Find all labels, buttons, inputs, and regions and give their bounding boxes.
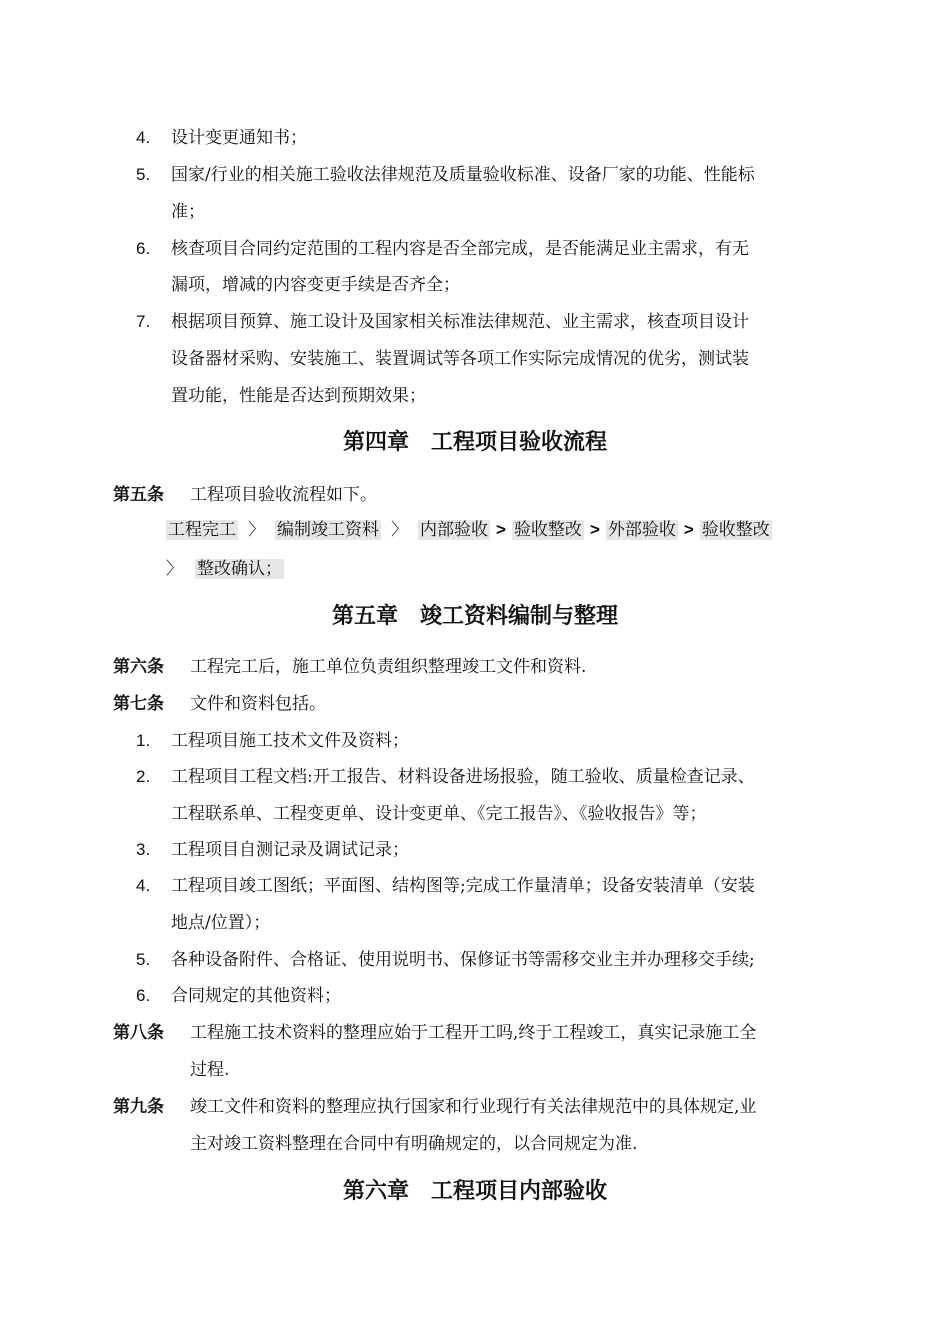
list-item-continuation: 准；: [171, 202, 205, 222]
list-item-continuation: 置功能，性能是否达到预期效果；: [171, 386, 426, 406]
article-label: 第七条: [113, 694, 164, 714]
article-text-continuation: 主对竣工资料整理在合同中有明确规定的，以合同规定为准.: [190, 1134, 638, 1154]
article-label: 第六条: [113, 657, 164, 677]
process-flow: [166, 518, 772, 542]
flow-step: 编制竣工资料: [277, 520, 379, 540]
flow-separator: >: [683, 520, 694, 539]
list-item: 工程项目竣工图纸；平面图、结构图等;完成工作量清单；设备安装清单（安装: [171, 876, 755, 896]
list-item-continuation: 地点/位置）；: [171, 913, 271, 933]
article-label: 第五条: [113, 485, 164, 505]
list-number: 6.: [136, 239, 151, 258]
list-item: 合同规定的其他资料；: [171, 986, 341, 1006]
list-number: 6.: [136, 986, 151, 1005]
article-label: 第八条: [113, 1023, 164, 1043]
list-number: 5.: [136, 165, 151, 184]
flow-step: 整改确认；: [197, 559, 282, 579]
chapter-heading: 第六章 工程项目内部验收: [342, 1179, 607, 1204]
list-number: 1.: [136, 731, 151, 750]
process-flow-continuation: [166, 557, 284, 581]
list-item: 工程项目自测记录及调试记录；: [171, 840, 409, 860]
article-text: 工程项目验收流程如下。: [190, 485, 377, 505]
flow-separator: 〉: [166, 559, 183, 579]
list-item: 工程项目施工技术文件及资料；: [171, 731, 409, 751]
list-item-continuation: 漏项，增减的内容变更手续是否齐全；: [171, 275, 460, 295]
list-item: 工程项目工程文档:开工报告、材料设备进场报验，随工验收、质量检查记录、: [171, 767, 755, 787]
list-item-continuation: 工程联系单、工程变更单、设计变更单、《完工报告》、《验收报告》等；: [171, 804, 707, 824]
list-number: 4.: [136, 876, 151, 895]
list-number: 5.: [136, 950, 151, 969]
article-label: 第九条: [113, 1097, 164, 1117]
flow-step: 外部验收: [607, 520, 676, 540]
flow-step: 内部验收: [420, 520, 488, 540]
list-item: 核查项目合同约定范围的工程内容是否全部完成，是否能满足业主需求，有无: [171, 239, 749, 259]
list-item-continuation: 设备器材采购、安装施工、装置调试等各项工作实际完成情况的优劣，测试装: [171, 349, 749, 369]
article-text: 工程完工后，施工单位负责组织整理竣工文件和资料.: [190, 657, 587, 677]
list-number: 7.: [136, 312, 151, 331]
article-text: 文件和资料包括。: [190, 694, 326, 714]
article-text: 竣工文件和资料的整理应执行国家和行业现行有关法律规范中的具体规定,业: [190, 1097, 757, 1117]
chapter-heading: 第五章 竣工资料编制与整理: [331, 604, 618, 629]
list-number: 2.: [136, 767, 151, 786]
article-text-continuation: 过程.: [190, 1060, 230, 1080]
article-text: 工程施工技术资料的整理应始于工程开工吗,终于工程竣工，真实记录施工全: [190, 1023, 757, 1043]
flow-step: 验收整改: [701, 520, 770, 540]
list-item: 各种设备附件、合格证、使用说明书、保修证书等需移交业主并办理移交手续;: [171, 950, 755, 970]
list-item: 国家/行业的相关施工验收法律规范及质量验收标准、设备厂家的功能、性能标: [171, 165, 755, 185]
list-number: 3.: [136, 840, 151, 859]
flow-step: 验收整改: [513, 520, 582, 540]
flow-separator: 〉: [248, 520, 265, 540]
list-item: 根据项目预算、施工设计及国家相关标准法律规范、业主需求，核查项目设计: [171, 312, 749, 332]
list-item: 设计变更通知书；: [171, 128, 307, 148]
flow-separator: >: [496, 520, 506, 539]
flow-separator: >: [589, 520, 600, 539]
list-number: 4.: [136, 128, 151, 147]
flow-step: 工程完工: [168, 520, 236, 540]
flow-separator: 〉: [391, 520, 408, 540]
chapter-heading: 第四章 工程项目验收流程: [342, 430, 607, 455]
